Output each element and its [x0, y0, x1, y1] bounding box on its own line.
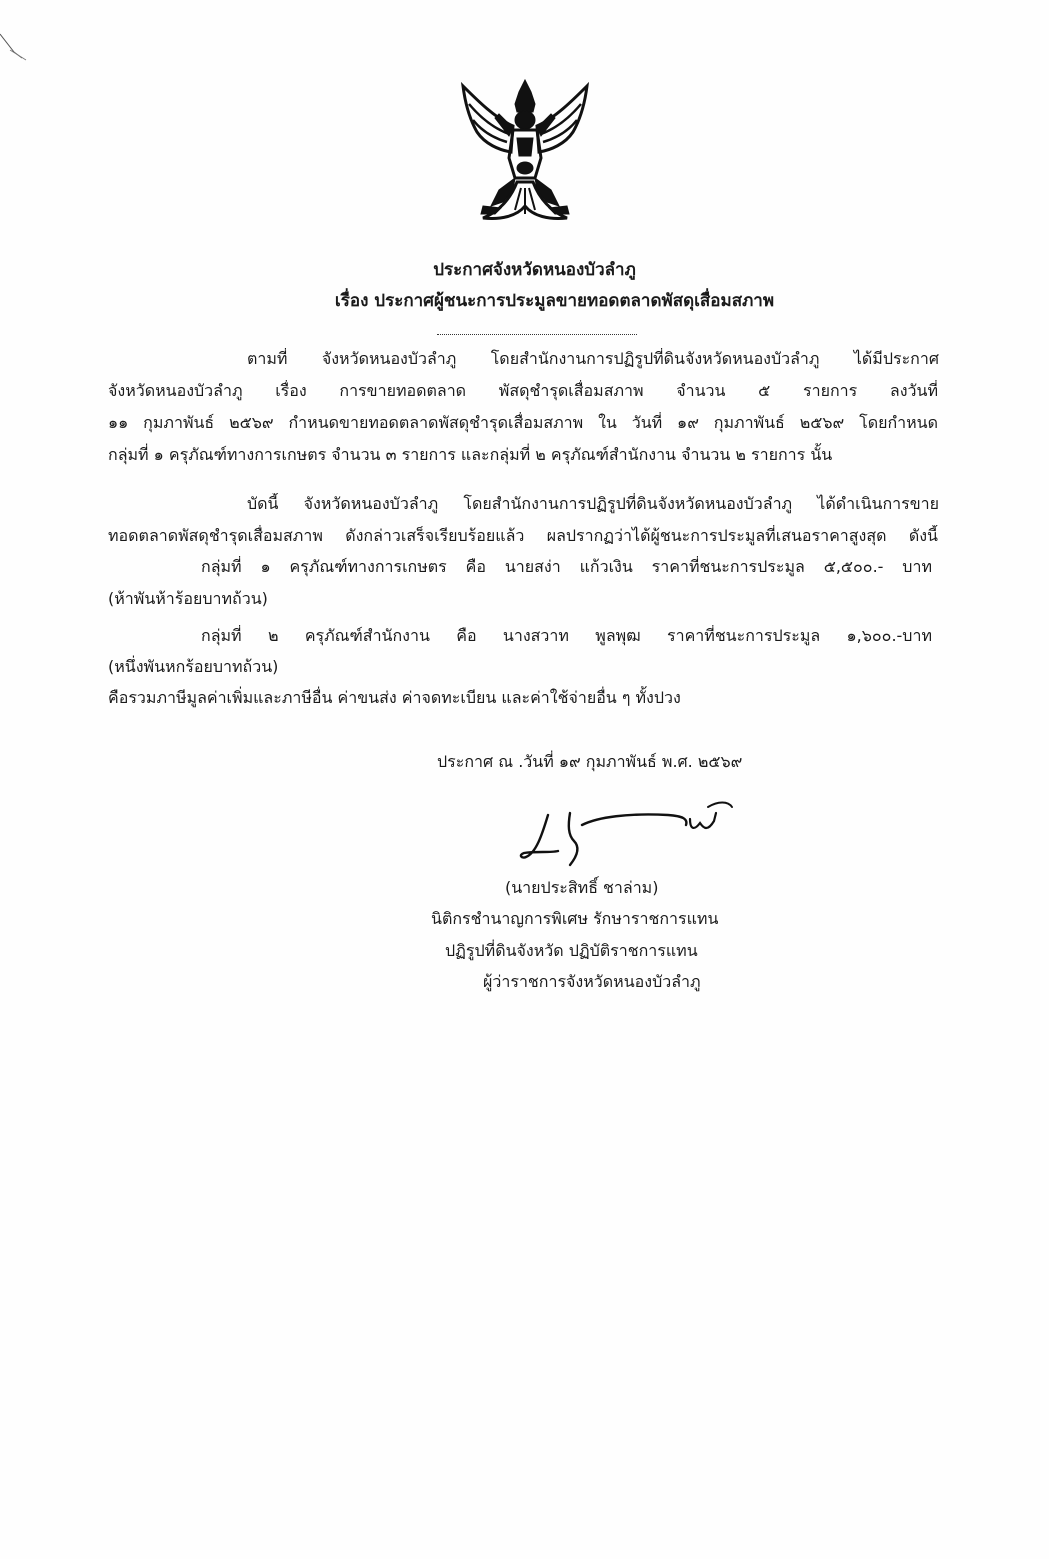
- winner-group2-amount-words: (หนึ่งพันหกร้อยบาทถ้วน): [108, 657, 279, 676]
- winner-group1-amount-words: (ห้าพันห้าร้อยบาทถ้วน): [108, 589, 268, 608]
- signer-name: (นายประสิทธิ์ ชาล่าม): [505, 878, 659, 897]
- title-dotted-divider: [437, 330, 637, 335]
- paragraph1-line2: จังหวัดหนองบัวลำภู เรื่อง การขายทอดตลาด พัสดุชำรุดเสื่อมสภาพ จำนวน ๕ รายการ ลงวันที่: [108, 381, 938, 400]
- paragraph2-line2: ทอดตลาดพัสดุชำรุดเสื่อมสภาพ ดังกล่าวเสร็จเรียบร้อยแล้ว ผลปรากฏว่าได้ผู้ชนะการประมูลที่เสนอราคาสูงสุด ดังนี้: [108, 526, 938, 545]
- document-subject: เรื่อง ประกาศผู้ชนะการประมูลขายทอดตลาดพัสดุเสื่อมสภาพ: [334, 291, 775, 311]
- paragraph2-line1: บัดนี้ จังหวัดหนองบัวลำภู โดยสำนักงานการปฏิรูปที่ดินจังหวัดหนองบัวลำภู ได้ดำเนินการขาย: [247, 494, 939, 513]
- signer-position-line3: ผู้ว่าราชการจังหวัดหนองบัวลำภู: [483, 972, 701, 991]
- paragraph1-line1: ตามที่ จังหวัดหนองบัวลำภู โดยสำนักงานการปฏิรูปที่ดินจังหวัดหนองบัวลำภู ได้มีประกาศ: [247, 349, 939, 368]
- paragraph1-line4: กลุ่มที่ ๑ ครุภัณฑ์ทางการเกษตร จำนวน ๓ รายการ และกลุ่มที่ ๒ ครุภัณฑ์สำนักงาน จำนวน ๒ รายการ นั้น: [108, 445, 833, 464]
- winner-group2: กลุ่มที่ ๒ ครุภัณฑ์สำนักงาน คือ นางสวาท พูลพุฒ ราคาที่ชนะการประมูล ๑,๖๐๐.-บาท: [201, 626, 932, 645]
- paragraph1-line3: ๑๑ กุมภาพันธ์ ๒๕๖๙ กำหนดขายทอดตลาดพัสดุชำรุดเสื่อมสภาพ ใน วันที่ ๑๙ กุมภาพันธ์ ๒๕๖๙ โดยกำหนด: [108, 413, 938, 432]
- signer-position-line1: นิติกรชำนาญการพิเศษ รักษาราชการแทน: [431, 909, 719, 928]
- garuda-emblem-icon: [455, 78, 595, 228]
- announcement-date: ประกาศ ณ .วันที่ ๑๙ กุมภาพันธ์ พ.ศ. ๒๕๖๙: [437, 752, 743, 771]
- corner-scratch-mark: [0, 28, 30, 68]
- signer-position-line2: ปฏิรูปที่ดินจังหวัด ปฏิบัติราชการแทน: [445, 941, 698, 960]
- handwritten-signature: [518, 795, 748, 870]
- document-title: ประกาศจังหวัดหนองบัวลำภู: [433, 260, 636, 280]
- winner-group1: กลุ่มที่ ๑ ครุภัณฑ์ทางการเกษตร คือ นายสง่า แก้วเงิน ราคาที่ชนะการประมูล ๕,๕๐๐.- บาท: [201, 557, 932, 576]
- price-inclusion-note: คือรวมภาษีมูลค่าเพิ่มและภาษีอื่น ค่าขนส่ง ค่าจดทะเบียน และค่าใช้จ่ายอื่น ๆ ทั้งปวง: [108, 688, 681, 707]
